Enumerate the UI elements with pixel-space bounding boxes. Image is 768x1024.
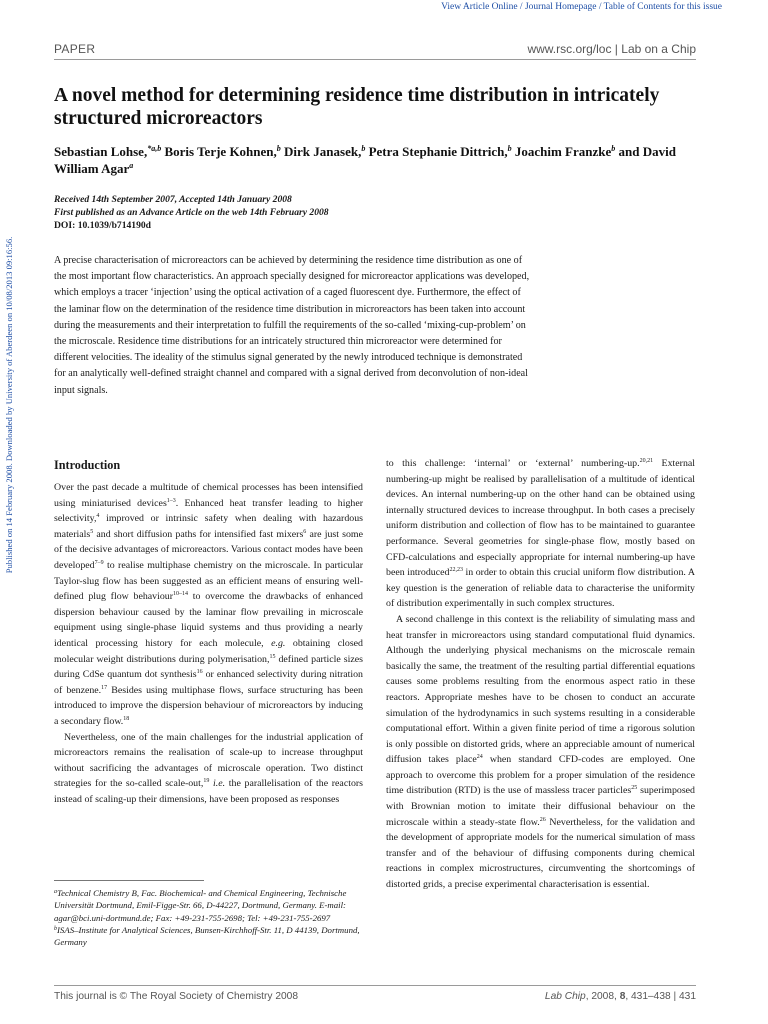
body-text: External numbering-up might be realised by parallelisation of a multitude of identical devices. An internal numbering-up on the other hand can be obtained using internally structured devices to increase throughput. In both cases a precisely uniform distribution and collection of flow has to be maintained to guarantee performance. Several geometries for single-phase flow, mostly based on CFD-calculations and especially appropriate for internal numbering-up have been introduced xyxy=(386,458,696,579)
affiliation-mark: *a,b xyxy=(147,144,162,153)
journal-url: www.rsc.org/loc xyxy=(527,42,612,56)
citation-ref: 5 xyxy=(90,528,94,535)
citation-ref: 6 xyxy=(303,528,307,535)
body-text: defined particle sizes during CdSe quantum dot synthesis xyxy=(54,653,363,681)
footnote xyxy=(54,887,363,924)
body-text: . Enhanced heat transfer leading to higher selectivity, xyxy=(54,497,364,525)
footnote-text: Technical Chemistry B, Fac. Biochemical- and Chemical Engineering, Technische Universität Dortmund, Emil-Figge-Str. 66, D-44227, Dortmund, Germany. E-mail: agar@bci.uni-dortmund.de; Fax: +49-231-755-2698; Tel: +49-231-755-2697 xyxy=(54,888,347,923)
view-article-online-link[interactable]: View Article Online xyxy=(441,2,518,12)
body-text: A second challenge in this context is the reliability of simulating mass and heat transfer in microreactors using standard computational fluid dynamics. Although the underlying physical mechanisms on the microscale remain basically the same, the treatment of the resulting partial differential equations causes some problems resulting from the enormous aspect ratio in these reactors. Appropriate meshes have to be chosen to conduct an accurate simulation of the hydrodynamics in such systems resulting in a considerable computational effort. Within a given finite period of time a rigorous solution is only possible on distorted grids, where an appreciable amount of numerical diffusion takes place xyxy=(386,613,695,766)
citation-ref: 16 xyxy=(196,669,203,676)
affiliation-mark: b xyxy=(507,144,512,153)
left-column xyxy=(54,480,363,807)
link-separator: / xyxy=(596,2,604,12)
body-text: Besides using multiphase flows, surface structuring has been introduced to improve the dispersion behaviour of microreactors by inducing a secondary flow. xyxy=(54,684,363,727)
doi: DOI: 10.1039/b714190d xyxy=(54,220,152,231)
citation-ref: 15 xyxy=(269,653,276,660)
citation-ref: 10–14 xyxy=(173,591,189,598)
citation xyxy=(545,991,696,1002)
abstract: A precise characterisation of microreactors can be achieved by determining the residence time distribution as one of the most important flow characteristics. An approach specially designed for microreactor applications was developed, which employs a tracer ‘injection’ using the optical activation of a caged fluorescent dye. Furthermore, the effect of the laminar flow on the determination of the residence time distribution in microreactors has been taken into account during the measurements and their interpretation to fulfill the requirements of the so-called ‘mixing-cup-problem’ on the microscale. Residence time distributions for an intricately structured thin microreactor were determined for different velocities. The ideality of the stimulus signal generated by the newly introduced technique is demonstrated for an analytically well-defined straight channel and compared with a signal derived from deconvolution of non-ideal input signals. xyxy=(54,255,530,396)
footnotes xyxy=(54,887,363,948)
body-paragraph xyxy=(54,730,363,808)
section-heading: Introduction xyxy=(54,458,121,472)
top-links xyxy=(441,2,722,12)
body-text: are just some of the decisive advantages of microreactors. Various contact modes have been developed xyxy=(54,528,363,571)
author-name: and David William Agar xyxy=(54,144,676,176)
body-text: in order to obtain this crucial uniform flow distribution. A key question is the generation of reliable data to characterise the uniformity of distribution experimentally in such complex structures. xyxy=(386,567,695,610)
footnote xyxy=(54,924,363,949)
published-date: First published as an Advance Article on the web 14th February 2008 xyxy=(54,207,329,218)
journal-homepage-link[interactable]: Journal Homepage xyxy=(524,2,597,12)
citation-ref: 1–3 xyxy=(166,497,176,504)
copyright-line: This journal is © The Royal Society of Chemistry 2008 xyxy=(54,991,298,1002)
author-name: Petra Stephanie Dittrich, xyxy=(365,144,508,159)
page-footer xyxy=(54,985,696,1007)
affiliation-mark: b xyxy=(361,144,366,153)
author-list xyxy=(54,143,714,177)
download-sidebar xyxy=(2,190,16,620)
citation-ref: 22,23 xyxy=(449,567,463,574)
body-paragraph xyxy=(386,612,695,893)
footnote-rule xyxy=(54,880,204,881)
body-text: Nevertheless, one of the main challenges for the industrial application of microreactors remains the realisation of scale-up to increase throughput without sacrificing the advantages of microscale operation. Two distinct strategies for the so-called scale-out, xyxy=(54,731,363,790)
citation-ref: 24 xyxy=(476,754,483,761)
body-text: when standard CFD-codes are employed. One approach to overcome this problem for a proper simulation of the residence time distribution (RTD) is the use of massless tracer particles xyxy=(386,754,695,797)
body-text: and short diffusion paths for intensified fast mixers xyxy=(93,528,304,540)
italic-text: e.g. xyxy=(271,637,286,649)
affiliation-mark: a xyxy=(129,161,134,170)
page-number: 431 xyxy=(679,991,696,1002)
citation-ref: 17 xyxy=(101,684,108,691)
journal-header xyxy=(527,42,696,56)
body-paragraph xyxy=(386,456,695,612)
section-label: PAPER xyxy=(54,42,96,56)
citation-volume: 8 xyxy=(619,991,626,1002)
citation-ref: 18 xyxy=(123,715,130,722)
body-text: to overcome the drawbacks of enhanced dispersion behaviour caused by the laminar flow prevailing in microscale equipment using single-phase liquid systems and thus providing a nearly identical processing history for each molecule, xyxy=(54,591,363,649)
article-title: A novel method for determining residence time distribution in intricately structured microreactors xyxy=(54,85,660,129)
italic-text: i.e. xyxy=(213,778,226,790)
table-of-contents-link[interactable]: Table of Contents for this issue xyxy=(603,2,722,12)
author-name: Sebastian Lohse, xyxy=(54,144,148,159)
footer-divider: | xyxy=(670,991,679,1002)
footnote-text: ISAS–Institute for Analytical Sciences, Bunsen-Kirchhoff-Str. 11, D 44139, Dortmund, Germany xyxy=(54,924,360,948)
body-text: or enhanced selectivity during nitration of benzene. xyxy=(54,669,363,696)
citation-ref: 25 xyxy=(631,785,638,792)
body-text: improved or intrinsic safety when dealing with hazardous materials xyxy=(54,513,363,540)
citation-ref: 26 xyxy=(539,816,546,823)
body-text: the parallelisation of the reactors instead of scaling-up their dimensions, have been proposed as responses xyxy=(54,778,364,805)
right-column xyxy=(386,456,695,893)
author-name: Dirk Janasek, xyxy=(280,144,362,159)
affiliation-mark: b xyxy=(611,144,616,153)
citation-journal: Lab Chip xyxy=(544,991,586,1002)
article-meta xyxy=(54,193,329,232)
citation-pages: , 431–438 xyxy=(625,991,671,1002)
download-note: Published on 14 February 2008. Downloaded by University of Aberdeen on 10/08/2013 09:16:56. xyxy=(4,236,14,574)
footnote-mark: b xyxy=(54,925,57,932)
body-text: Over the past decade a multitude of chemical processes has been intensified using miniaturised devices xyxy=(54,482,363,509)
citation-ref: 19 xyxy=(203,778,210,785)
body-text: to realise multiphase chemistry on the microscale. In particular Taylor-slug flow has been suggested as an efficient means of ensuring well-defined plug flow behaviour xyxy=(54,559,363,603)
citation-ref: 20,21 xyxy=(639,458,654,464)
body-text: superimposed with Brownian motion to imitate their diffusional behaviour on the microscale within a steady-state flow. xyxy=(386,785,695,828)
citation-ref: 7–9 xyxy=(94,559,104,566)
journal-name: Lab on a Chip xyxy=(621,42,696,56)
author-name: Joachim Franzke xyxy=(511,144,612,159)
body-paragraph xyxy=(54,480,363,730)
body-text: Nevertheless, for the validation and the development of appropriate models for the numerical simulation of mass transfer and of the behaviour of diffusing components during chemical reactions in complex microstructures, circumventing the shortcomings of distorted grids, a precise experimental characterisation is essential. xyxy=(386,816,695,891)
citation-ref: 4 xyxy=(96,513,100,520)
affiliation-mark: b xyxy=(276,144,281,153)
footnote-mark: a xyxy=(54,889,57,895)
body-text: obtaining closed molecular weight distributions during polymerisation, xyxy=(54,637,363,665)
header-divider: | xyxy=(611,42,622,56)
citation-year: , 2008, xyxy=(585,991,620,1002)
link-separator: / xyxy=(517,2,525,12)
author-name: Boris Terje Kohnen, xyxy=(161,144,277,159)
received-date: Received 14th September 2007, Accepted 14th January 2008 xyxy=(54,194,292,205)
body-text: to this challenge: ‘internal’ or ‘external’ numbering-up. xyxy=(386,458,640,469)
page-header xyxy=(54,42,696,60)
